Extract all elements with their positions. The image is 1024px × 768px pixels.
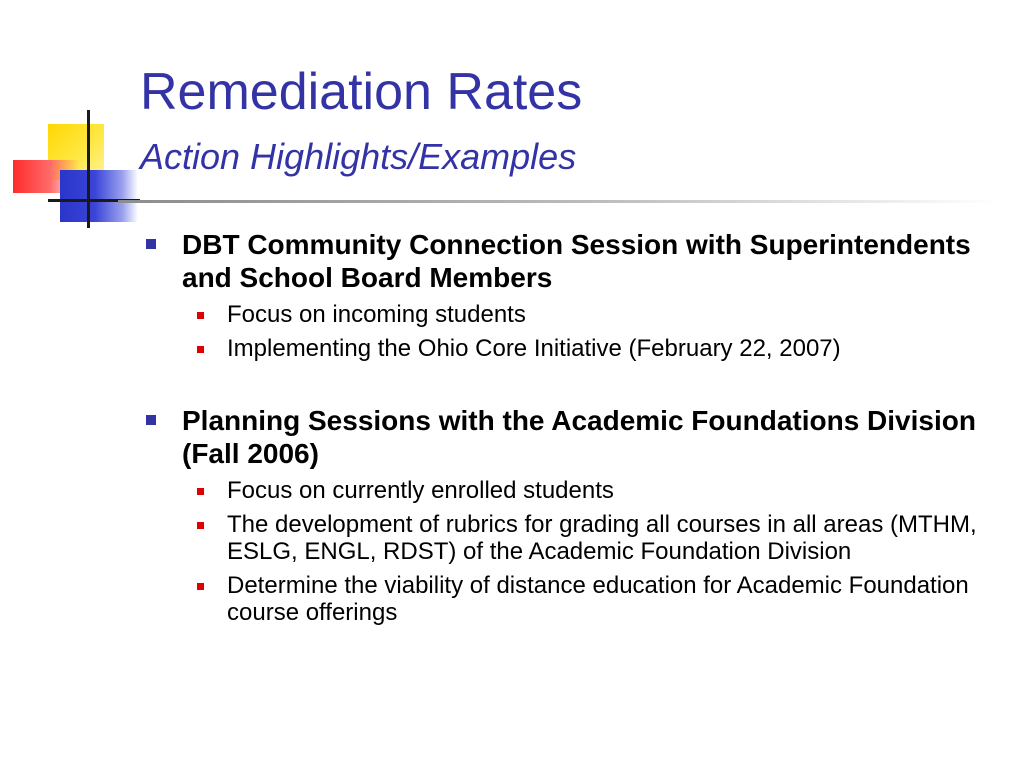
sub-bullet-item [140,301,1000,328]
square-bullet-icon [146,415,156,425]
vertical-line [87,110,90,228]
bullet-group [140,228,1000,362]
square-bullet-icon [197,583,204,590]
sub-bullet-text: Focus on currently enrolled students [227,477,614,504]
title-divider [118,200,998,203]
sub-bullet-text: Focus on incoming students [227,301,526,328]
square-bullet-icon [197,522,204,529]
bullet-text: Planning Sessions with the Academic Foundations Division (Fall 2006) [182,405,976,469]
square-bullet-icon [197,488,204,495]
decorative-logo [0,0,150,240]
sub-bullet-item [140,572,1000,626]
slide-subtitle: Action Highlights/Examples [140,136,577,177]
slide-title: Remediation Rates [140,63,583,121]
square-bullet-icon [197,312,204,319]
blue-square [60,170,138,222]
sub-bullet-text: Determine the viability of distance education for Academic Foundation course offerings [227,572,969,626]
sub-bullet-item [140,477,1000,504]
sub-bullet-item [140,335,1000,362]
bullet-group [140,404,1000,626]
bullet-text: DBT Community Connection Session with Superintendents and School Board Members [182,229,971,293]
bullet-list [140,228,1000,626]
sub-bullet-item [140,511,1000,565]
sub-bullet-text: Implementing the Ohio Core Initiative (February 22, 2007) [227,335,841,362]
bullet-item [140,404,1000,470]
square-bullet-icon [197,346,204,353]
bullet-item [140,228,1000,294]
square-bullet-icon [146,239,156,249]
sub-bullet-text: The development of rubrics for grading all courses in all areas (MTHM, ESLG, ENGL, RDST) of the Academic Foundation Division [227,511,977,565]
